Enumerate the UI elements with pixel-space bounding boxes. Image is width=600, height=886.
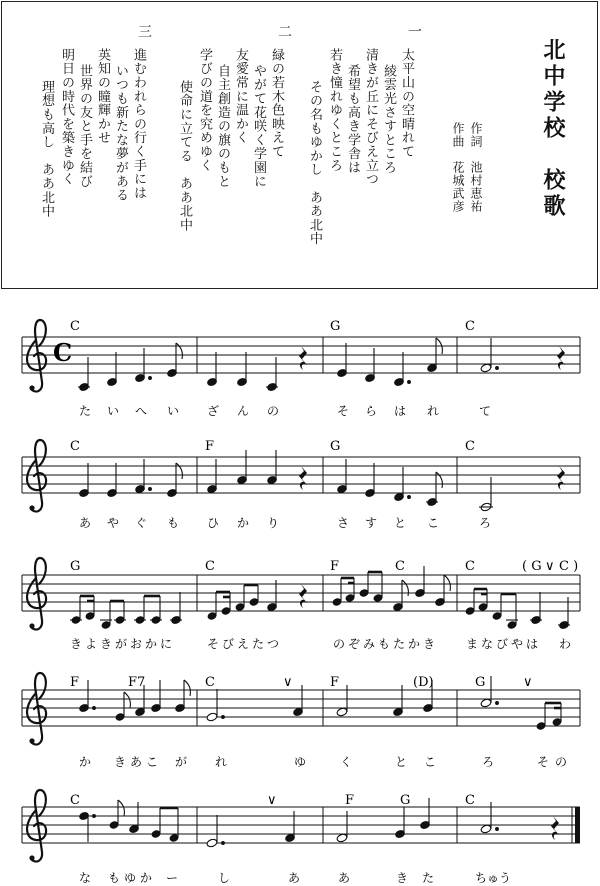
- verse-1-line-1: 太平山の空晴れて: [399, 48, 414, 159]
- chord-symbol: ( G: [522, 559, 542, 574]
- chord-symbol: C ): [559, 559, 579, 574]
- chord-symbol: C: [70, 793, 80, 808]
- chord-symbol: C: [465, 559, 475, 574]
- lyric-syllable: へ: [135, 404, 148, 418]
- lyric-syllable: く: [340, 755, 353, 769]
- lyric-phrase: まなびやは: [466, 637, 542, 651]
- lyric-syllable: や: [107, 516, 120, 530]
- chord-symbol: F: [330, 559, 340, 574]
- chord-symbol: (D): [413, 675, 434, 690]
- lyric-syllable: が: [175, 755, 188, 769]
- lyric-syllable: あ: [338, 871, 351, 885]
- lyric-phrase: のぞみもたかき: [333, 637, 439, 651]
- music-system-3: [22, 558, 580, 651]
- lyric-syllable: そ: [537, 755, 550, 769]
- music-system-2: [22, 439, 580, 530]
- lyric-syllable: きあこ: [114, 755, 163, 769]
- lyric-syllable: ぐ: [135, 516, 148, 530]
- lyric-syllable: れ: [427, 404, 440, 418]
- lyric-syllable: ろ: [479, 516, 492, 530]
- lyric-syllable: た: [79, 404, 92, 418]
- verse-2-line-6: 使命に立てる ああ北中: [177, 80, 192, 232]
- lyric-syllable: す: [365, 516, 378, 530]
- verse-2-line-3: 友愛常に温かく: [233, 48, 248, 145]
- chord-symbol: C: [465, 793, 475, 808]
- lyric-syllable: て: [479, 404, 492, 418]
- verse-3-line-5: 明日の時代を築きゆく: [59, 48, 74, 186]
- verse-2-line-1: 緑の若木色映えて: [269, 48, 284, 159]
- verse-3-line-6: 理想も高し ああ北中: [39, 80, 54, 218]
- verse-1-line-2: 綾雲光さすところ: [381, 64, 396, 175]
- verse-2-line-5: 学びの道を究めゆく: [197, 48, 212, 173]
- lyric-phrase: そびえたつ: [207, 637, 283, 651]
- lyric-syllable: き: [396, 871, 409, 885]
- verse-1-line-3: 清きが丘にそびえ立つ: [363, 48, 378, 186]
- lyric-syllable: ら: [365, 404, 378, 418]
- final-barline: [575, 807, 580, 843]
- chord-symbol: G: [400, 793, 411, 808]
- verse-1-line-4: 希望も高き学舎は: [345, 64, 360, 175]
- chord-symbol: C: [70, 319, 80, 334]
- breath-mark: ∨: [545, 559, 555, 574]
- chord-symbol: C: [70, 439, 80, 454]
- chord-symbol: F: [345, 793, 355, 808]
- lyric-syllable: もゆか: [108, 871, 157, 885]
- chord-symbol: F7: [128, 675, 146, 690]
- music-system-4: [22, 673, 580, 769]
- verse-3-line-2: いつも新たな夢がある: [113, 64, 128, 202]
- lyric-syllable: な: [79, 871, 92, 885]
- lyric-syllable: ざ: [207, 404, 220, 418]
- lyricist-label: 作詞: [469, 122, 483, 148]
- lyric-syllable: こ: [424, 755, 437, 769]
- lyric-syllable: も: [167, 516, 180, 530]
- chord-symbol: G: [330, 439, 341, 454]
- lyric-syllable: の: [267, 404, 280, 418]
- lyric-syllable: そ: [337, 404, 350, 418]
- lyric-syllable: い: [107, 404, 120, 418]
- verse-1-line-6: その名もゆかし ああ北中: [307, 80, 322, 246]
- lyric-syllable: こ: [427, 516, 440, 530]
- verse-2-line-4: 自主創造の旗のもと: [215, 64, 230, 189]
- breath-mark: ∨: [283, 675, 293, 690]
- verse-3-line-4: 世界の友と手を結び: [77, 64, 92, 189]
- breath-mark: ∨: [267, 793, 277, 808]
- lyricist-name: 池村恵祐: [469, 161, 483, 213]
- lyric-syllable: か: [79, 755, 92, 769]
- chord-symbol: G: [475, 675, 486, 690]
- music-system-5: [22, 790, 580, 885]
- lyric-syllable: と: [394, 516, 407, 530]
- chord-symbol: F: [205, 439, 215, 454]
- lyric-syllable: た: [422, 871, 435, 885]
- verse-1-number: 一: [406, 24, 422, 38]
- chord-symbol: F: [330, 675, 340, 690]
- chord-symbol: C: [465, 319, 475, 334]
- time-signature: C: [53, 338, 73, 367]
- verse-2-number: 二: [276, 24, 292, 38]
- lyric-syllable: ひ: [207, 516, 220, 530]
- verse-3-line-3: 英知の瞳輝かせ: [95, 48, 110, 145]
- lyric-syllable: ちゅう: [475, 871, 512, 885]
- lyric-syllable: わ: [559, 637, 572, 651]
- composer-label: 作曲: [451, 122, 465, 148]
- lyric-syllable: は: [394, 404, 407, 418]
- lyric-syllable: あ: [288, 871, 301, 885]
- chord-symbol: C: [465, 439, 475, 454]
- lyric-syllable: ー: [166, 871, 179, 885]
- lyric-syllable: さ: [337, 516, 350, 530]
- lyric-syllable: ん: [237, 404, 250, 418]
- lyric-syllable: り: [267, 516, 280, 530]
- breath-mark: ∨: [523, 675, 533, 690]
- chord-symbol: C: [205, 559, 215, 574]
- chord-symbol: C: [395, 559, 405, 574]
- verse-1-line-5: 若き憧れゆくところ: [327, 48, 342, 173]
- lyric-syllable: か: [237, 516, 250, 530]
- composer-name: 花城武彦: [451, 161, 465, 213]
- chord-symbol: C: [205, 675, 215, 690]
- lyric-phrase: きよきがおかに: [70, 637, 176, 651]
- lyric-syllable: あ: [79, 516, 92, 530]
- lyric-syllable: し: [218, 871, 231, 885]
- lyric-syllable: ゆ: [294, 755, 307, 769]
- lyric-syllable: の: [555, 755, 568, 769]
- lyric-syllable: と: [395, 755, 408, 769]
- music-system-1: [22, 319, 580, 418]
- verse-3-line-1: 進むわれらの行く手には: [131, 48, 146, 200]
- song-title: 北中学校 校歌: [540, 38, 566, 220]
- verse-2-line-2: やがて花咲く学園に: [251, 64, 266, 189]
- lyric-syllable: ろ: [482, 755, 495, 769]
- lyric-syllable: れ: [215, 755, 228, 769]
- lyric-syllable: い: [167, 404, 180, 418]
- chord-symbol: G: [70, 559, 81, 574]
- chord-symbol: G: [330, 319, 341, 334]
- chord-symbol: F: [70, 675, 80, 690]
- verse-3-number: 三: [136, 24, 152, 38]
